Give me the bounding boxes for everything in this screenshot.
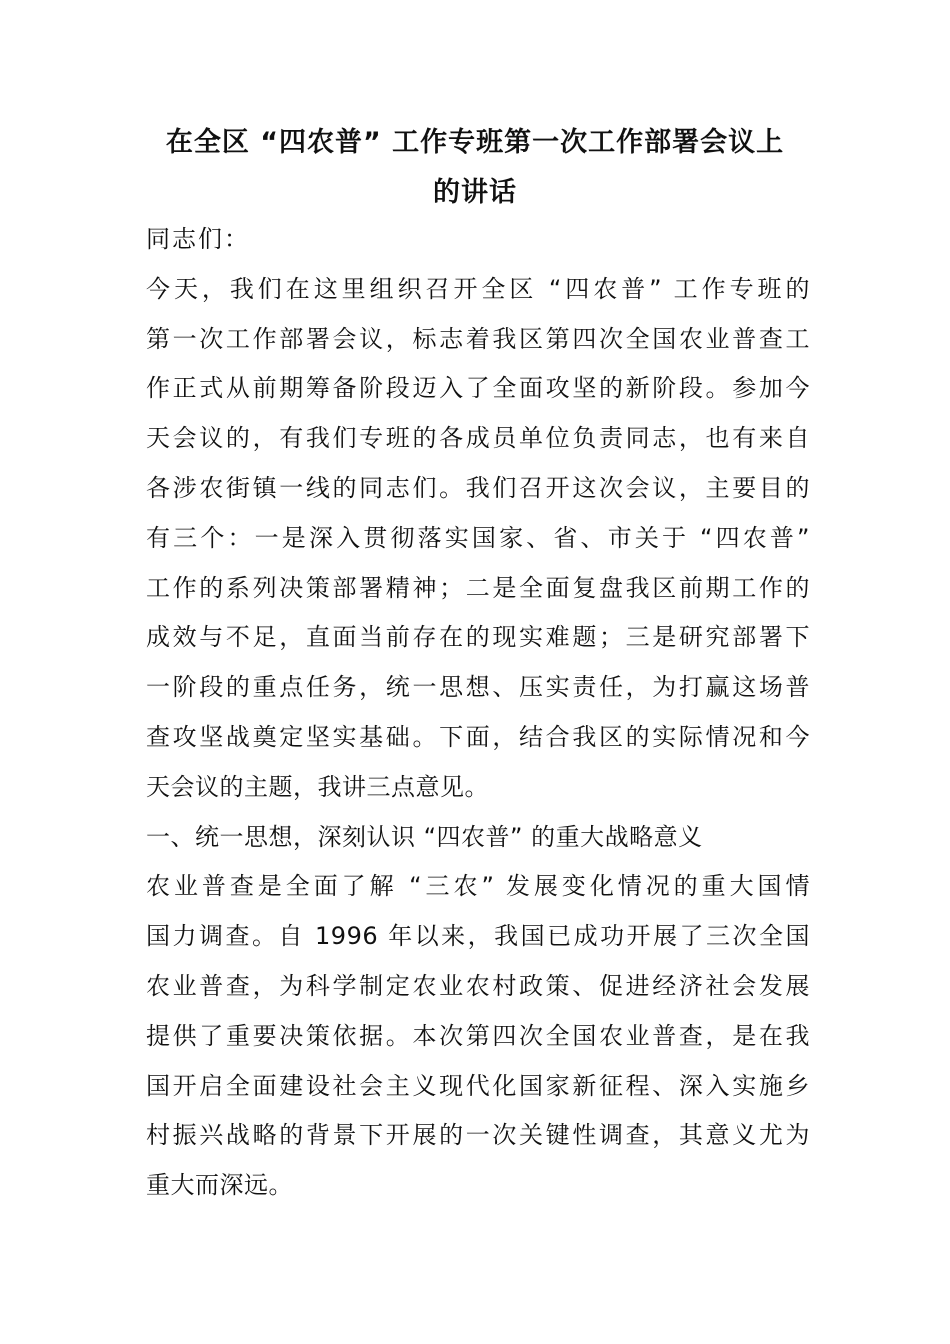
title-line-1: 在全区 “四农普” 工作专班第一次工作部署会议上 — [165, 127, 785, 158]
body-line: 今天，我们在这里组织召开全区 “四农普” 工作专班的 — [146, 274, 810, 303]
body-line: 天会议的，有我们专班的各成员单位负责同志，也有来自 — [146, 424, 810, 453]
body-line: 国开启全面建设社会主义现代化国家新征程、深入实施乡 — [146, 1071, 810, 1100]
document-body — [146, 215, 810, 1211]
body-line: 作正式从前期筹备阶段迈入了全面攻坚的新阶段。参加今 — [146, 374, 810, 403]
body-line: 第一次工作部署会议，标志着我区第四次全国农业普查工 — [146, 324, 810, 353]
body-line: 国力调查。自 1996 年以来，我国已成功开展了三次全国 — [146, 922, 810, 951]
body-line: 有三个：一是深入贯彻落实国家、省、市关于 “四农普” — [146, 523, 810, 552]
title-line-2: 的讲话 — [433, 177, 517, 208]
body-line: 农业普查，为科学制定农业农村政策、促进经济社会发展 — [146, 971, 810, 1000]
body-line: 成效与不足，直面当前存在的现实难题；三是研究部署下 — [146, 623, 810, 652]
body-line: 查攻坚战奠定坚实基础。下面，结合我区的实际情况和今 — [146, 722, 810, 751]
salutation: 同志们： — [146, 225, 250, 253]
body-line: 村振兴战略的背景下开展的一次关键性调查，其意义尤为 — [146, 1121, 810, 1150]
body-line: 工作的系列决策部署精神；二是全面复盘我区前期工作的 — [146, 573, 810, 602]
body-line: 一阶段的重点任务，统一思想、压实责任，为打赢这场普 — [146, 673, 810, 702]
document-title — [140, 118, 810, 218]
section-heading: 一、统一思想，深刻认识 “四农普” 的重大战略意义 — [146, 822, 703, 851]
body-line: 天会议的主题，我讲三点意见。 — [146, 772, 489, 801]
body-line: 重大而深远。 — [146, 1171, 293, 1200]
body-line: 各涉农街镇一线的同志们。我们召开这次会议，主要目的 — [146, 473, 810, 502]
body-line: 农业普查是全面了解 “三农” 发展变化情况的重大国情 — [146, 872, 810, 901]
body-line: 提供了重要决策依据。本次第四次全国农业普查，是在我 — [146, 1021, 810, 1050]
